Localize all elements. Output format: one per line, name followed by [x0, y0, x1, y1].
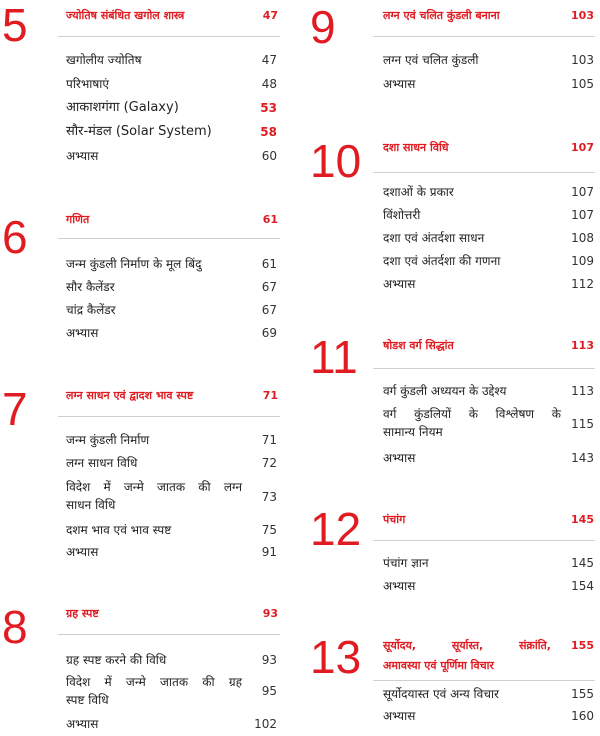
- toc-page: 91: [261, 545, 277, 559]
- toc-page: 71: [261, 433, 277, 447]
- toc-entry[interactable]: अभ्यास: [383, 77, 416, 91]
- toc-page: 47: [261, 53, 277, 67]
- toc-entry[interactable]: सौर कैलेंडर: [66, 280, 115, 294]
- divider: [58, 36, 280, 37]
- chapter-title[interactable]: षोडश वर्ग सिद्धांत: [383, 339, 454, 352]
- divider: [58, 634, 280, 635]
- toc-entry-continued: साधन विधि: [66, 498, 116, 512]
- toc-page: 105: [571, 77, 594, 91]
- toc-page: 143: [571, 451, 594, 465]
- chapter-8: [0, 596, 290, 736]
- toc-entry-galaxy[interactable]: आकाशगंगा (Galaxy): [66, 100, 179, 115]
- chapter-page: 93: [262, 607, 278, 620]
- chapter-page: 47: [262, 9, 278, 22]
- toc-entry[interactable]: खगोलीय ज्योतिष: [66, 53, 142, 67]
- chapter-number: 5: [2, 0, 28, 51]
- toc-page: 115: [571, 417, 594, 431]
- toc-page: 58: [260, 125, 277, 139]
- toc-page: 93: [261, 653, 277, 667]
- toc-entry[interactable]: वर्ग कुंडली अध्ययन के उद्देश्य: [383, 384, 507, 398]
- toc-entry[interactable]: चांद्र कैलेंडर: [66, 303, 116, 317]
- toc-page: 160: [571, 709, 594, 723]
- chapter-title[interactable]: दशा साधन विधि: [383, 141, 449, 154]
- chapter-5: [0, 0, 290, 175]
- chapter-page: 107: [571, 141, 594, 154]
- toc-entry[interactable]: वर्ग कुंडलियों के विश्लेषण के: [383, 407, 561, 421]
- chapter-page: 71: [262, 389, 278, 402]
- toc-entry[interactable]: अभ्यास: [383, 451, 416, 465]
- toc-page: 107: [571, 208, 594, 222]
- toc-entry[interactable]: पंचांग ज्ञान: [383, 556, 429, 570]
- chapter-number: 10: [310, 135, 362, 187]
- chapter-title[interactable]: ज्योतिष संबंधित खगोल शास्त्र: [66, 9, 185, 22]
- chapter-title[interactable]: लग्न साधन एवं द्वादश भाव स्पष्ट: [66, 389, 194, 402]
- chapter-number: 9: [310, 1, 336, 53]
- toc-page: 113: [571, 384, 594, 398]
- toc-page: 109: [571, 254, 594, 268]
- divider: [373, 680, 595, 681]
- chapter-number: 7: [2, 383, 28, 435]
- toc-page: 69: [261, 326, 277, 340]
- toc-page: 103: [571, 53, 594, 67]
- toc-entry[interactable]: जन्म कुंडली निर्माण के मूल बिंदु: [66, 257, 202, 271]
- chapter-title-continued: अमावस्या एवं पूर्णिमा विचार: [383, 659, 494, 672]
- chapter-page: 155: [571, 639, 594, 652]
- divider: [58, 238, 280, 239]
- chapter-7: [0, 378, 290, 568]
- toc-entry[interactable]: अभ्यास: [66, 545, 99, 559]
- toc-page: 61: [261, 257, 277, 271]
- toc-entry[interactable]: दशा एवं अंतर्दशा की गणना: [383, 254, 501, 268]
- toc-entry-solar-system[interactable]: सौर-मंडल (Solar System): [66, 124, 212, 139]
- toc-entry[interactable]: अभ्यास: [66, 326, 99, 340]
- toc-page: 112: [571, 277, 594, 291]
- toc-entry[interactable]: अभ्यास: [66, 149, 99, 163]
- chapter-title[interactable]: पंचांग: [383, 513, 406, 526]
- toc-entry-continued: सामान्य नियम: [383, 425, 443, 439]
- toc-page: 155: [571, 687, 594, 701]
- divider: [373, 172, 595, 173]
- divider: [373, 368, 595, 369]
- chapter-number: 12: [310, 503, 362, 555]
- toc-page: 67: [261, 303, 277, 317]
- chapter-number: 8: [2, 601, 28, 653]
- toc-entry[interactable]: दशा एवं अंतर्दशा साधन: [383, 231, 485, 245]
- toc-entry[interactable]: परिभाषाएं: [66, 77, 110, 91]
- toc-entry[interactable]: सूर्योदयास्त एवं अन्य विचार: [383, 687, 499, 701]
- divider: [373, 540, 595, 541]
- toc-page: 60: [261, 149, 277, 163]
- chapter-10: [305, 132, 600, 297]
- toc-page: 48: [261, 77, 277, 91]
- toc-page: 145: [571, 556, 594, 570]
- toc-entry[interactable]: दशाओं के प्रकार: [383, 185, 454, 199]
- toc-page: 72: [261, 456, 277, 470]
- chapter-title[interactable]: गणित: [66, 213, 90, 226]
- toc-entry[interactable]: लग्न साधन विधि: [66, 456, 138, 470]
- toc-entry[interactable]: विदेश में जन्मे जातक की लग्न: [66, 480, 242, 494]
- chapter-11: [305, 328, 600, 478]
- chapter-number: 13: [310, 631, 362, 683]
- chapter-6: [0, 200, 290, 350]
- chapter-12: [305, 500, 600, 610]
- toc-page: 73: [261, 490, 277, 504]
- chapter-page: 113: [571, 339, 594, 352]
- chapter-9: [305, 0, 600, 110]
- toc-entry[interactable]: लग्न एवं चलित कुंडली: [383, 53, 479, 67]
- toc-entry[interactable]: अभ्यास: [383, 709, 416, 723]
- toc-entry[interactable]: ग्रह स्पष्ट करने की विधि: [66, 653, 167, 667]
- chapter-number: 11: [310, 331, 358, 383]
- toc-page: 107: [571, 185, 594, 199]
- chapter-page: 145: [571, 513, 594, 526]
- toc-page: 53: [260, 101, 277, 115]
- chapter-title[interactable]: ग्रह स्पष्ट: [66, 607, 99, 620]
- toc-page: 75: [261, 523, 277, 537]
- toc-entry[interactable]: जन्म कुंडली निर्माण: [66, 433, 150, 447]
- chapter-page: 103: [571, 9, 594, 22]
- divider: [373, 36, 595, 37]
- toc-page: 67: [261, 280, 277, 294]
- toc-entry[interactable]: अभ्यास: [66, 717, 99, 731]
- toc-entry[interactable]: अभ्यास: [383, 277, 416, 291]
- divider: [58, 416, 280, 417]
- toc-page: 95: [261, 684, 277, 698]
- chapter-number: 6: [2, 211, 28, 263]
- toc-entry[interactable]: विंशोत्तरी: [383, 208, 421, 222]
- toc-page: 154: [571, 579, 594, 593]
- chapter-title[interactable]: सूर्योदय, सूर्यास्त, संक्रांति,: [383, 639, 551, 652]
- chapter-13: [305, 630, 600, 736]
- toc-entry[interactable]: अभ्यास: [383, 579, 416, 593]
- toc-entry[interactable]: दशम भाव एवं भाव स्पष्ट: [66, 523, 172, 537]
- toc-page: 108: [571, 231, 594, 245]
- toc-entry[interactable]: विदेश में जन्मे जातक की ग्रह: [66, 675, 242, 689]
- toc-page: 102: [254, 717, 277, 731]
- toc-entry-continued: स्पष्ट विधि: [66, 693, 109, 707]
- chapter-title[interactable]: लग्न एवं चलित कुंडली बनाना: [383, 9, 500, 22]
- chapter-page: 61: [262, 213, 278, 226]
